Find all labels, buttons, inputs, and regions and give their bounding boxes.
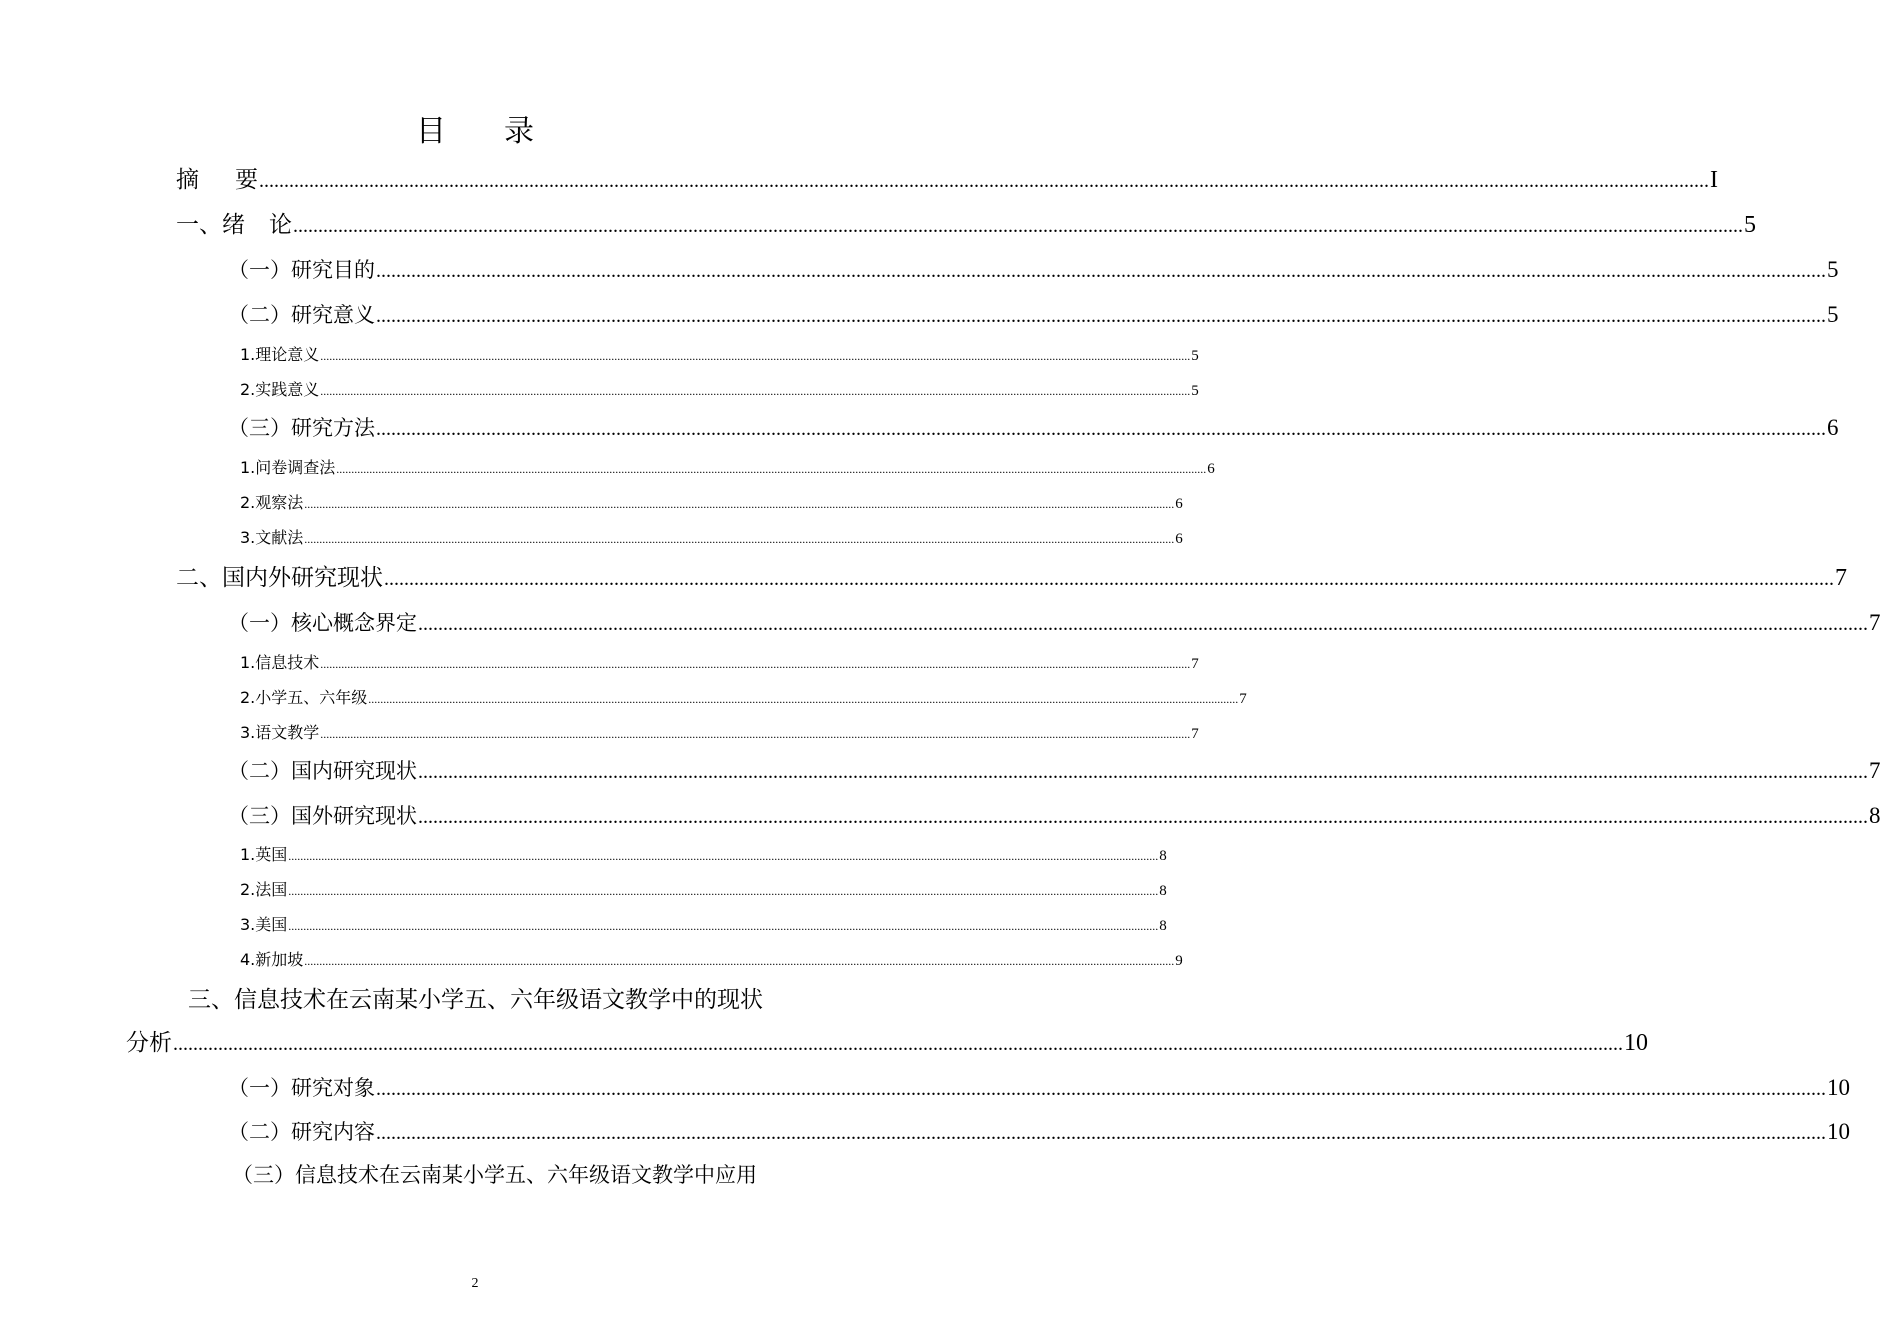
dot-leader: ..................................................................................................................................................................................................................................................................................................: [288, 849, 1159, 863]
toc-entry-label: （一）研究目的: [228, 258, 375, 282]
toc-entry[interactable]: [240, 527, 1183, 549]
toc-entry-label: （二）国内研究现状: [228, 759, 417, 783]
toc-entry[interactable]: [240, 879, 1167, 901]
dot-leader: ..................................................................................................................................................................................................................................................................................................: [304, 532, 1175, 546]
toc-entry[interactable]: [240, 844, 1167, 866]
toc-entry-label: （三）国外研究现状: [228, 804, 417, 828]
toc-entry-page: 6: [1175, 496, 1183, 512]
dot-leader: ..................................................................................................................................................................................................................................................................................................: [376, 260, 1826, 282]
toc-entry[interactable]: [240, 687, 1247, 709]
toc-entry-page: 5: [1827, 302, 1839, 327]
dot-leader: ..................................................................................................................................................................................................................................................................................................: [376, 1078, 1826, 1100]
toc-entry-chapter-3-line-1[interactable]: 三、信息技术在云南某小学五、六年级语文教学中的现状: [188, 987, 763, 1013]
dot-leader: ..................................................................................................................................................................................................................................................................................................: [304, 954, 1175, 968]
dot-leader: ..................................................................................................................................................................................................................................................................................................: [368, 692, 1239, 706]
toc-entry-page: 5: [1191, 383, 1199, 399]
toc-entry[interactable]: [228, 255, 1839, 285]
toc-entry-label: 1.问卷调查法: [240, 458, 336, 477]
toc-entry-label: （二）研究意义: [228, 303, 375, 327]
dot-leader: ..................................................................................................................................................................................................................................................................................................: [320, 657, 1191, 671]
toc-entry-label: 1.英国: [240, 845, 288, 864]
toc-entry[interactable]: [228, 300, 1839, 330]
toc-entry-label: （三）研究方法: [228, 416, 375, 440]
toc-entry[interactable]: [228, 413, 1839, 443]
dot-leader: ..................................................................................................................................................................................................................................................................................................: [376, 418, 1826, 440]
dot-leader: ..................................................................................................................................................................................................................................................................................................: [336, 462, 1207, 476]
toc-entry[interactable]: [240, 492, 1183, 514]
dot-leader: ..................................................................................................................................................................................................................................................................................................: [320, 349, 1191, 363]
toc-entry-chapter-1[interactable]: [176, 209, 1756, 241]
toc-entry-abstract[interactable]: [176, 164, 1718, 196]
toc-entry[interactable]: [240, 652, 1199, 674]
toc-entry-label: 2.小学五、六年级: [240, 688, 368, 707]
toc-entry-page: 6: [1175, 531, 1183, 547]
toc-entry-label: （一）核心概念界定: [228, 611, 417, 635]
dot-leader: ..................................................................................................................................................................................................................................................................................................: [259, 170, 1709, 192]
toc-title: [0, 112, 950, 152]
toc-entry-label: 分析: [126, 1030, 172, 1056]
toc-entry-label: 一、绪 论: [176, 212, 292, 238]
dot-leader: ..................................................................................................................................................................................................................................................................................................: [304, 497, 1175, 511]
toc-entry[interactable]: [240, 722, 1199, 744]
toc-entry-page: 8: [1869, 803, 1881, 828]
toc-entry-page: 7: [1869, 758, 1881, 783]
toc-entry-label: 4.新加坡: [240, 950, 304, 969]
toc-entry-page: 5: [1744, 212, 1756, 238]
toc-entry-wrapped[interactable]: （三）信息技术在云南某小学五、六年级语文教学中应用: [232, 1163, 757, 1187]
toc-entry-label: 2.实践意义: [240, 380, 320, 399]
dot-leader: ..................................................................................................................................................................................................................................................................................................: [418, 761, 1868, 783]
toc-entry-page: 7: [1191, 656, 1199, 672]
toc-title-char-1: 目: [416, 114, 446, 149]
toc-entry[interactable]: [240, 457, 1215, 479]
toc-entry-page: 7: [1191, 726, 1199, 742]
toc-entry-page: 9: [1175, 953, 1183, 969]
toc-entry-label: 3.文献法: [240, 528, 304, 547]
toc-entry[interactable]: [228, 1117, 1850, 1147]
toc-entry[interactable]: [240, 914, 1167, 936]
toc-entry[interactable]: [228, 608, 1881, 638]
toc-entry-label: （一）研究对象: [228, 1076, 375, 1100]
toc-entry[interactable]: [228, 1073, 1850, 1103]
dot-leader: ..................................................................................................................................................................................................................................................................................................: [288, 919, 1159, 933]
toc-entry-page: 7: [1239, 691, 1247, 707]
toc-entry-label: 3.语文教学: [240, 723, 320, 742]
toc-entry-page: 6: [1207, 461, 1215, 477]
toc-entry-page: 5: [1827, 257, 1839, 282]
dot-leader: ..................................................................................................................................................................................................................................................................................................: [376, 1122, 1826, 1144]
toc-entry-page: 8: [1159, 883, 1167, 899]
toc-entry-label: 1.理论意义: [240, 345, 320, 364]
toc-entry-label: 二、国内外研究现状: [176, 565, 383, 591]
toc-entry[interactable]: [240, 344, 1199, 366]
toc-entry-label: 3.美国: [240, 915, 288, 934]
dot-leader: ..................................................................................................................................................................................................................................................................................................: [173, 1033, 1623, 1055]
page-number-footer: 2: [471, 1276, 479, 1291]
dot-leader: ..................................................................................................................................................................................................................................................................................................: [320, 384, 1191, 398]
toc-entry[interactable]: [228, 801, 1881, 831]
dot-leader: ..................................................................................................................................................................................................................................................................................................: [320, 727, 1191, 741]
dot-leader: ..................................................................................................................................................................................................................................................................................................: [288, 884, 1159, 898]
dot-leader: ..................................................................................................................................................................................................................................................................................................: [293, 215, 1743, 237]
toc-title-char-2: 录: [504, 114, 534, 149]
toc-entry-chapter-2[interactable]: [176, 562, 1847, 594]
toc-entry[interactable]: [228, 756, 1881, 786]
toc-entry-page: 6: [1827, 415, 1839, 440]
toc-entry-label: （二）研究内容: [228, 1120, 375, 1144]
dot-leader: ..................................................................................................................................................................................................................................................................................................: [384, 568, 1834, 590]
toc-entry-page: 8: [1159, 918, 1167, 934]
toc-entry-page: 7: [1869, 610, 1881, 635]
toc-entry-chapter-3-line-2[interactable]: [126, 1027, 1648, 1059]
toc-entry-page: 5: [1191, 348, 1199, 364]
toc-entry-label: 1.信息技术: [240, 653, 320, 672]
dot-leader: ..................................................................................................................................................................................................................................................................................................: [376, 305, 1826, 327]
toc-entry-page: 10: [1827, 1075, 1850, 1100]
toc-entry[interactable]: [240, 379, 1199, 401]
toc-entry-label: 2.观察法: [240, 493, 304, 512]
toc-entry-page: 8: [1159, 848, 1167, 864]
toc-entry-page: 10: [1624, 1030, 1648, 1056]
toc-entry-label: 摘 要: [176, 167, 258, 193]
toc-entry[interactable]: [240, 949, 1183, 971]
dot-leader: ..................................................................................................................................................................................................................................................................................................: [418, 613, 1868, 635]
toc-entry-page: 10: [1827, 1119, 1850, 1144]
toc-entry-label: 2.法国: [240, 880, 288, 899]
toc-entry-page: I: [1710, 167, 1718, 193]
toc-entry-page: 7: [1835, 565, 1847, 591]
dot-leader: ..................................................................................................................................................................................................................................................................................................: [418, 806, 1868, 828]
